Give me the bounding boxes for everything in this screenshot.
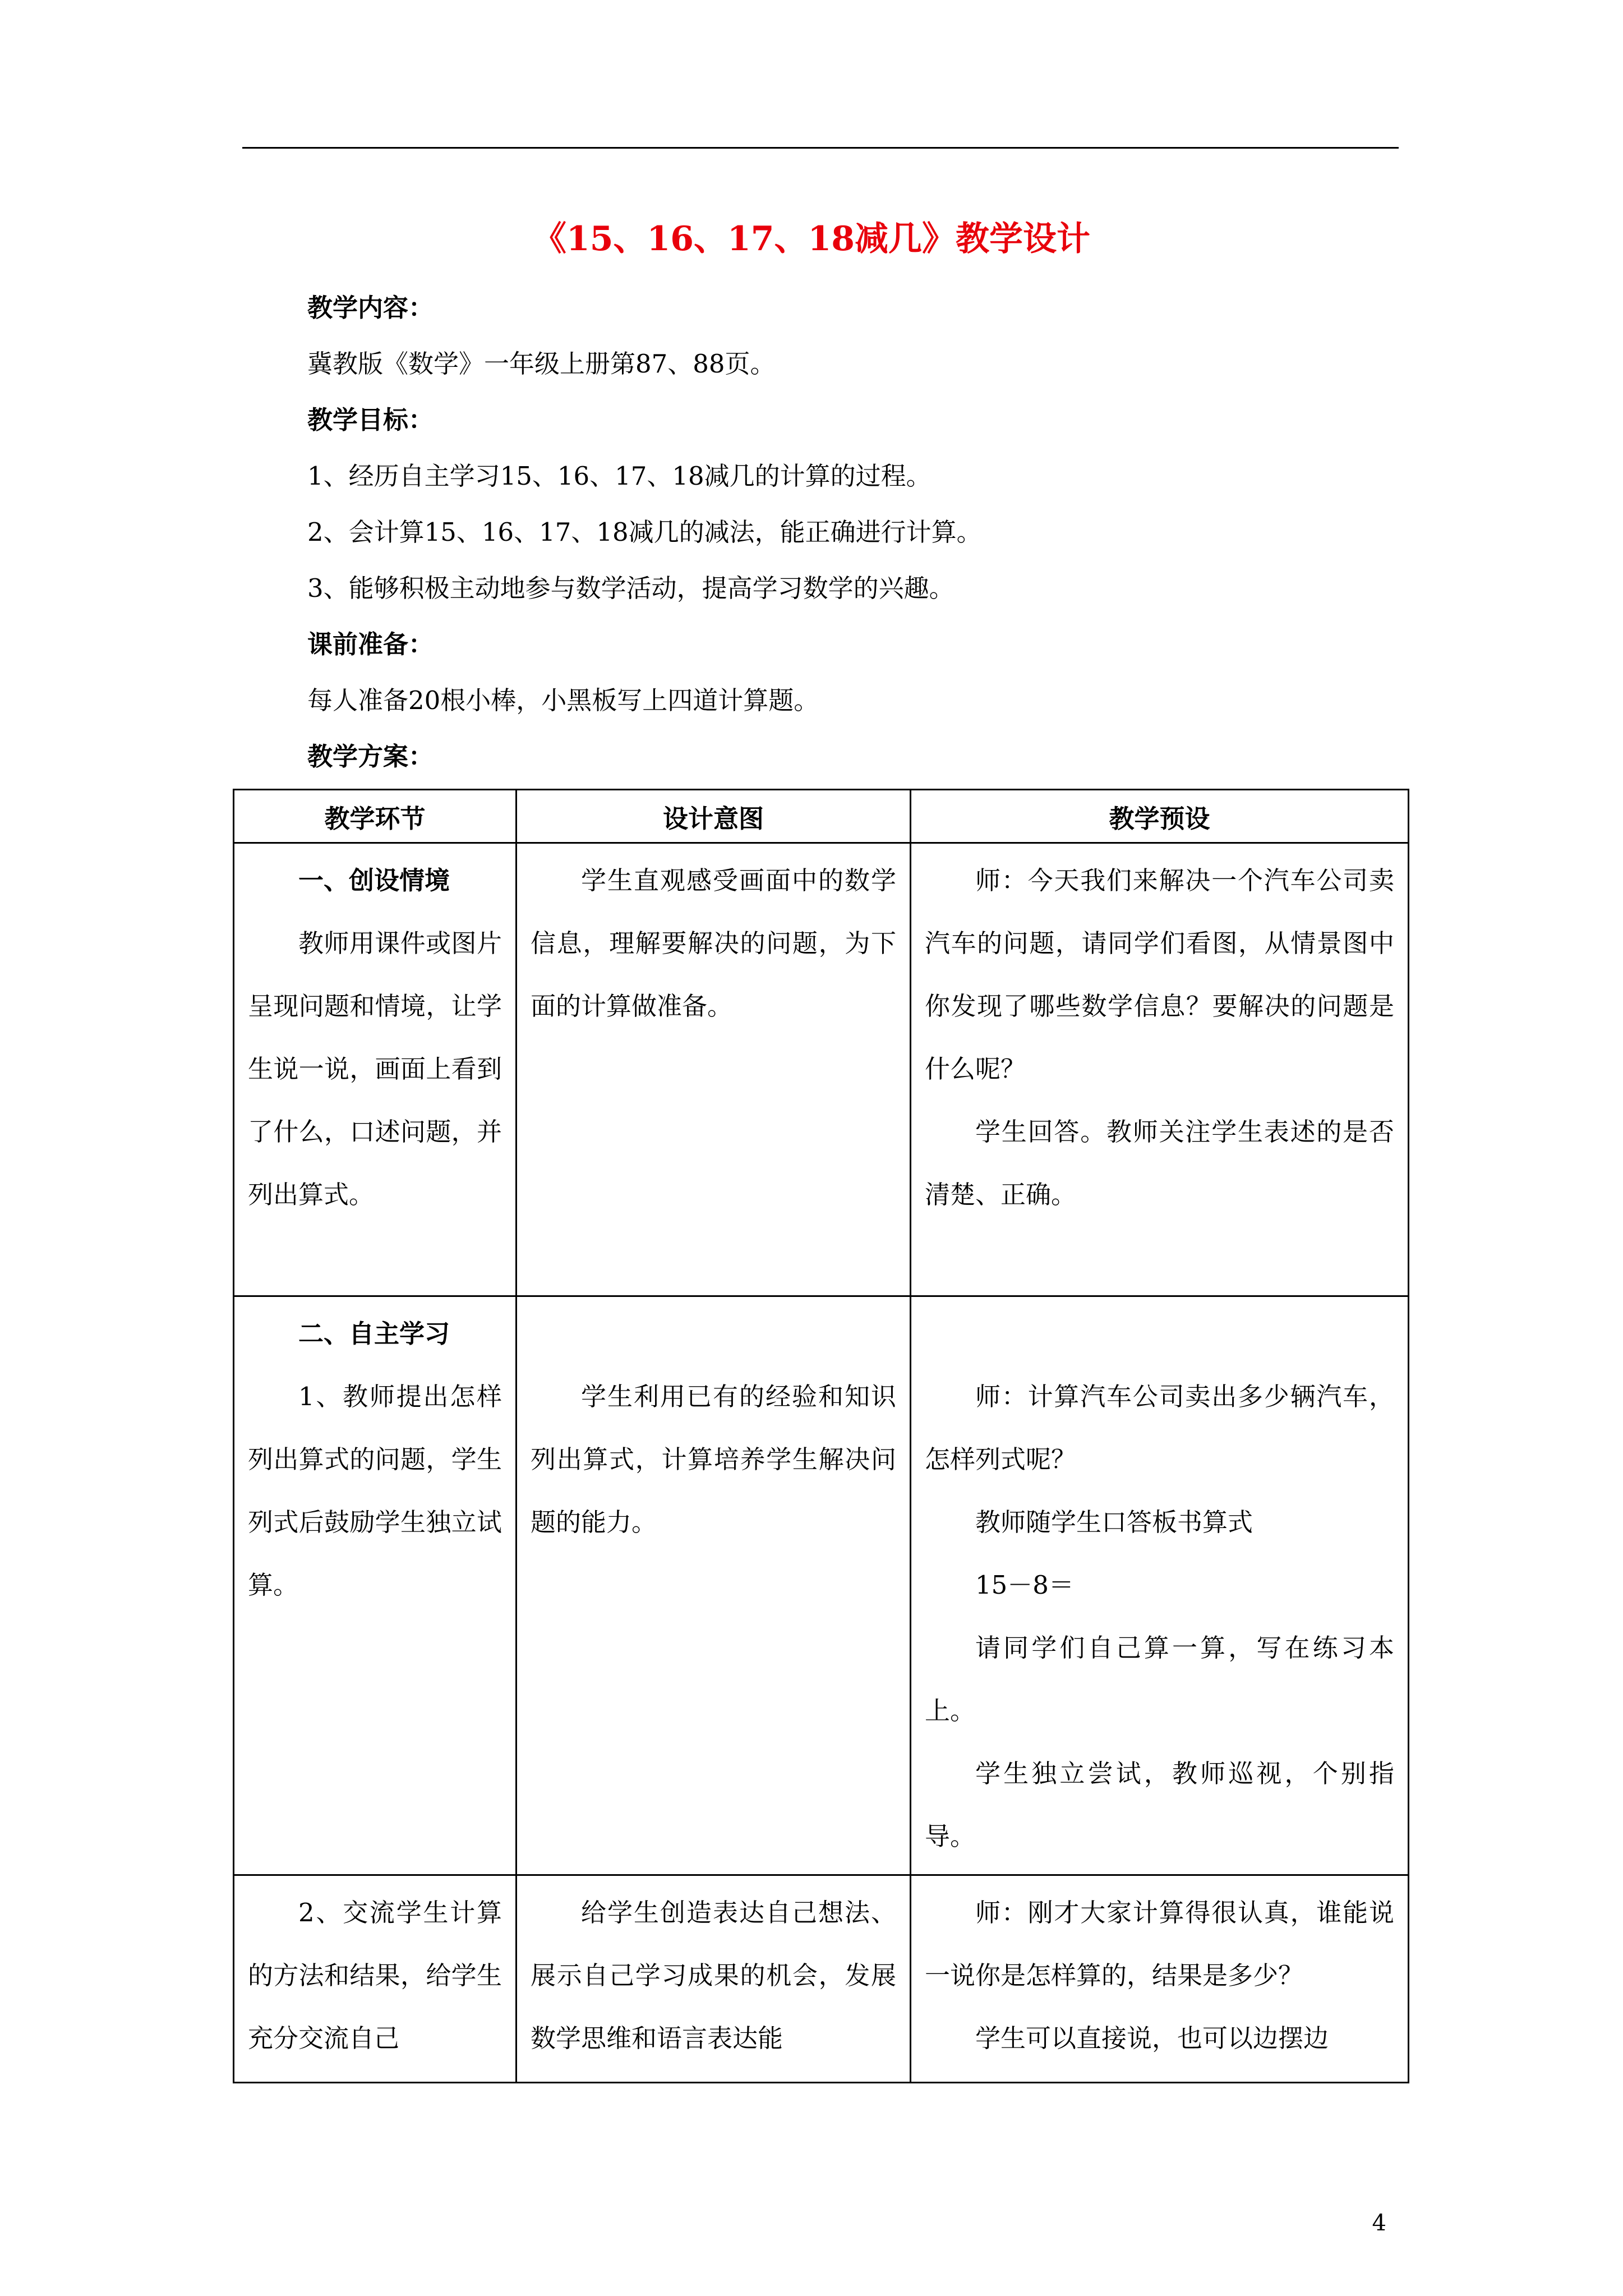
preset-text: 请同学们自己算一算，写在练习本上。 xyxy=(925,1633,1394,1726)
page-title: 《15、16、17、18减几》教学设计 xyxy=(533,219,1090,259)
prep-text: 每人准备20根小棒，小黑板写上四道计算题。 xyxy=(307,685,819,715)
preset-text: 学生独立尝试，教师巡视，个别指导。 xyxy=(925,1759,1394,1851)
goals-heading: 教学目标： xyxy=(307,405,434,435)
header-preset: 教学预设 xyxy=(911,790,1409,843)
table-row xyxy=(234,1296,1409,1875)
preset-text: 教师随学生口答板书算式 xyxy=(975,1507,1253,1537)
stage-cell xyxy=(234,1875,517,2083)
stage-title: 一、创设情境 xyxy=(298,866,450,895)
table-header-row xyxy=(234,790,1409,843)
teaching-plan-table xyxy=(233,789,1409,2083)
stage-cell xyxy=(234,1296,517,1875)
table-row xyxy=(234,843,1409,1296)
header-stage: 教学环节 xyxy=(234,790,517,843)
stage-text: 1、教师提出怎样列出算式的问题，学生列式后鼓励学生独立试算。 xyxy=(248,1382,502,1600)
intent-cell xyxy=(517,1875,911,2083)
preset-cell xyxy=(911,1296,1409,1875)
goal-item-1: 1、经历自主学习15、16、17、18减几的计算的过程。 xyxy=(307,461,932,491)
goal-item-3: 3、能够积极主动地参与数学活动，提高学习数学的兴趣。 xyxy=(307,573,955,603)
intent-text: 给学生创造表达自己想法、展示自己学习成果的机会，发展数学思维和语言表达能 xyxy=(531,1898,896,2053)
intent-text: 学生利用已有的经验和知识列出算式，计算培养学生解决问题的能力。 xyxy=(531,1382,896,1537)
header-rule xyxy=(242,147,1399,149)
page-number: 4 xyxy=(1372,2210,1386,2236)
intent-cell xyxy=(517,843,911,1296)
header-intent: 设计意图 xyxy=(517,790,911,843)
intent-cell xyxy=(517,1296,911,1875)
content-heading: 教学内容： xyxy=(307,293,434,323)
preset-text: 学生回答。教师关注学生表述的是否清楚、正确。 xyxy=(925,1117,1394,1209)
stage-title: 二、自主学习 xyxy=(298,1319,450,1349)
preset-text: 师：计算汽车公司卖出多少辆汽车，怎样列式呢？ xyxy=(925,1382,1394,1474)
stage-text: 教师用课件或图片呈现问题和情境，让学生说一说，画面上看到了什么，口述问题，并列出算式。 xyxy=(248,928,502,1209)
stage-text: 2、交流学生计算的方法和结果，给学生充分交流自己 xyxy=(248,1898,502,2053)
intent-text: 学生直观感受画面中的数学信息，理解要解决的问题，为下面的计算做准备。 xyxy=(531,866,896,1021)
plan-heading: 教学方案： xyxy=(307,742,434,771)
preset-text: 师：今天我们来解决一个汽车公司卖汽车的问题，请同学们看图，从情景图中你发现了哪些数学信息？要解决的问题是什么呢？ xyxy=(925,866,1394,1084)
preset-text: 学生可以直接说，也可以边摆边 xyxy=(975,2023,1329,2053)
preset-cell xyxy=(911,1875,1409,2083)
stage-cell xyxy=(234,843,517,1296)
goal-item-2: 2、会计算15、16、17、18减几的减法，能正确进行计算。 xyxy=(307,517,982,547)
preset-text: 15－8＝ xyxy=(975,1570,1074,1600)
preset-text: 师：刚才大家计算得很认真，谁能说一说你是怎样算的，结果是多少？ xyxy=(925,1898,1394,1990)
preset-cell xyxy=(911,843,1409,1296)
content-text: 冀教版《数学》一年级上册第87、88页。 xyxy=(307,349,776,379)
table-row xyxy=(234,1875,1409,2083)
prep-heading: 课前准备： xyxy=(307,629,434,659)
